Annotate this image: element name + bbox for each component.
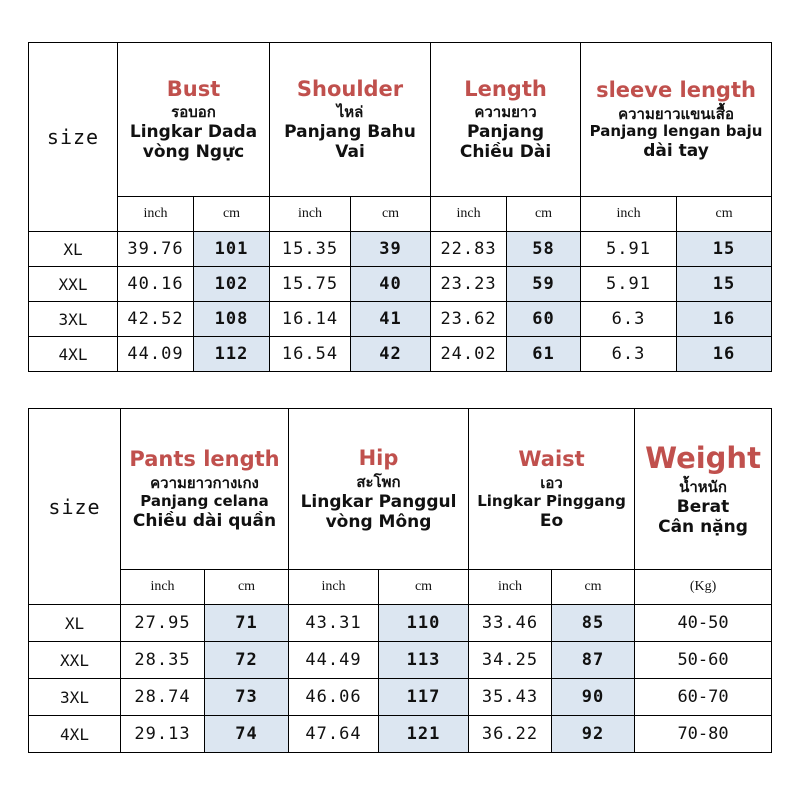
shoulder-title: Shoulder (296, 76, 404, 101)
value-cell: 87 (552, 642, 635, 679)
table-row (29, 232, 772, 267)
sleeve-length-header (581, 43, 772, 197)
value-cell: 15.75 (270, 267, 351, 302)
sleeve-length-label-indonesian: Panjang lengan baju (589, 122, 763, 141)
value-cell: 60 (507, 302, 581, 337)
value-cell: 72 (205, 642, 289, 679)
value-cell: 16.14 (270, 302, 351, 337)
size-cell: 4XL (29, 716, 121, 753)
value-cell: 102 (194, 267, 270, 302)
value-cell: 27.95 (121, 605, 205, 642)
table-row (29, 267, 772, 302)
shoulder-label-vietnamese: Vai (335, 142, 365, 163)
table-row (29, 642, 772, 679)
table-row (29, 302, 772, 337)
value-cell: 39 (351, 232, 431, 267)
value-cell: 5.91 (581, 267, 677, 302)
shoulder-header (270, 43, 431, 197)
value-cell: 92 (552, 716, 635, 753)
value-cell: 24.02 (431, 337, 507, 372)
unit-row (29, 197, 772, 232)
table-row (29, 679, 772, 716)
value-cell: 28.74 (121, 679, 205, 716)
value-cell: 15 (677, 232, 772, 267)
value-cell: 16.54 (270, 337, 351, 372)
value-cell: 15 (677, 267, 772, 302)
header-row (29, 409, 772, 570)
header-row (29, 43, 772, 197)
hip-title: Hip (358, 446, 399, 471)
pants-length-header (121, 409, 289, 570)
value-cell: 44.09 (118, 337, 194, 372)
value-cell: 35.43 (469, 679, 552, 716)
pants-length-label-indonesian: Panjang celana (140, 491, 269, 510)
bust-label-vietnamese: vòng Ngực (142, 142, 245, 163)
weight-header (635, 409, 772, 570)
table-row (29, 605, 772, 642)
value-cell: 90 (552, 679, 635, 716)
weight-label-thai: น้ำหนัก (679, 478, 727, 497)
value-cell: 47.64 (289, 716, 379, 753)
value-cell: 33.46 (469, 605, 552, 642)
unit-cell: (Kg) (635, 570, 772, 605)
value-cell: 121 (379, 716, 469, 753)
value-cell: 117 (379, 679, 469, 716)
value-cell: 58 (507, 232, 581, 267)
waist-label-vietnamese: Eo (539, 510, 564, 531)
hip-label-thai: สะโพก (356, 472, 401, 491)
length-title: Length (464, 76, 547, 101)
unit-cell: cm (194, 197, 270, 232)
hip-label-indonesian: Lingkar Panggul (300, 491, 457, 512)
pants-length-title: Pants length (129, 447, 280, 472)
lower-size-chart-table (28, 408, 772, 753)
weight-cell: 60-70 (635, 679, 772, 716)
value-cell: 16 (677, 337, 772, 372)
bust-label-thai: รอบอก (171, 103, 216, 122)
value-cell: 113 (379, 642, 469, 679)
unit-cell: inch (270, 197, 351, 232)
size-cell: XXL (29, 642, 121, 679)
value-cell: 40.16 (118, 267, 194, 302)
weight-title: Weight (645, 441, 761, 475)
size-cell: 3XL (29, 302, 118, 337)
value-cell: 23.23 (431, 267, 507, 302)
sleeve-length-title: sleeve length (596, 77, 756, 102)
length-label-vietnamese: Chiều Dài (459, 142, 552, 163)
unit-cell: cm (677, 197, 772, 232)
length-label-indonesian: Panjang (466, 122, 545, 143)
value-cell: 74 (205, 716, 289, 753)
size-cell: XL (29, 605, 121, 642)
value-cell: 39.76 (118, 232, 194, 267)
value-cell: 112 (194, 337, 270, 372)
value-cell: 29.13 (121, 716, 205, 753)
bust-title: Bust (166, 76, 221, 101)
unit-cell: cm (379, 570, 469, 605)
value-cell: 71 (205, 605, 289, 642)
value-cell: 42.52 (118, 302, 194, 337)
unit-cell: cm (552, 570, 635, 605)
value-cell: 28.35 (121, 642, 205, 679)
value-cell: 43.31 (289, 605, 379, 642)
value-cell: 16 (677, 302, 772, 337)
size-column-header: size (29, 409, 121, 605)
unit-cell: inch (118, 197, 194, 232)
weight-label-indonesian: Berat (676, 496, 730, 517)
length-label-thai: ความยาว (474, 103, 537, 122)
unit-cell: cm (507, 197, 581, 232)
unit-row (29, 570, 772, 605)
unit-cell: cm (205, 570, 289, 605)
value-cell: 6.3 (581, 337, 677, 372)
shoulder-label-thai: ไหล่ (336, 103, 364, 122)
value-cell: 108 (194, 302, 270, 337)
table-row (29, 337, 772, 372)
value-cell: 46.06 (289, 679, 379, 716)
size-cell: XXL (29, 267, 118, 302)
length-header (431, 43, 581, 197)
value-cell: 23.62 (431, 302, 507, 337)
value-cell: 110 (379, 605, 469, 642)
size-column-header: size (29, 43, 118, 232)
pants-length-label-thai: ความยาวกางเกง (150, 474, 259, 493)
bust-label-indonesian: Lingkar Dada (129, 122, 258, 143)
waist-title: Waist (518, 447, 585, 472)
value-cell: 41 (351, 302, 431, 337)
value-cell: 101 (194, 232, 270, 267)
waist-header (469, 409, 635, 570)
unit-cell: inch (121, 570, 205, 605)
sleeve-length-label-vietnamese: dài tay (643, 141, 709, 162)
size-cell: 3XL (29, 679, 121, 716)
waist-label-indonesian: Lingkar Pinggang (477, 491, 626, 510)
value-cell: 36.22 (469, 716, 552, 753)
value-cell: 85 (552, 605, 635, 642)
weight-cell: 70-80 (635, 716, 772, 753)
unit-cell: cm (351, 197, 431, 232)
unit-cell: inch (289, 570, 379, 605)
hip-header (289, 409, 469, 570)
unit-cell: inch (431, 197, 507, 232)
value-cell: 22.83 (431, 232, 507, 267)
value-cell: 15.35 (270, 232, 351, 267)
value-cell: 44.49 (289, 642, 379, 679)
value-cell: 42 (351, 337, 431, 372)
sleeve-length-label-thai: ความยาวแขนเสื้อ (618, 104, 734, 123)
value-cell: 34.25 (469, 642, 552, 679)
unit-cell: inch (581, 197, 677, 232)
unit-cell: inch (469, 570, 552, 605)
value-cell: 73 (205, 679, 289, 716)
value-cell: 40 (351, 267, 431, 302)
value-cell: 5.91 (581, 232, 677, 267)
table-row (29, 716, 772, 753)
upper-size-chart-table (28, 42, 772, 372)
value-cell: 6.3 (581, 302, 677, 337)
value-cell: 61 (507, 337, 581, 372)
size-cell: 4XL (29, 337, 118, 372)
weight-cell: 40-50 (635, 605, 772, 642)
bust-header (118, 43, 270, 197)
weight-label-vietnamese: Cân nặng (658, 516, 748, 537)
shoulder-label-indonesian: Panjang Bahu (284, 122, 416, 143)
hip-label-vietnamese: vòng Mông (325, 511, 432, 532)
size-cell: XL (29, 232, 118, 267)
pants-length-label-vietnamese: Chiều dài quần (132, 510, 277, 531)
waist-label-thai: เอว (540, 474, 563, 493)
value-cell: 59 (507, 267, 581, 302)
weight-cell: 50-60 (635, 642, 772, 679)
